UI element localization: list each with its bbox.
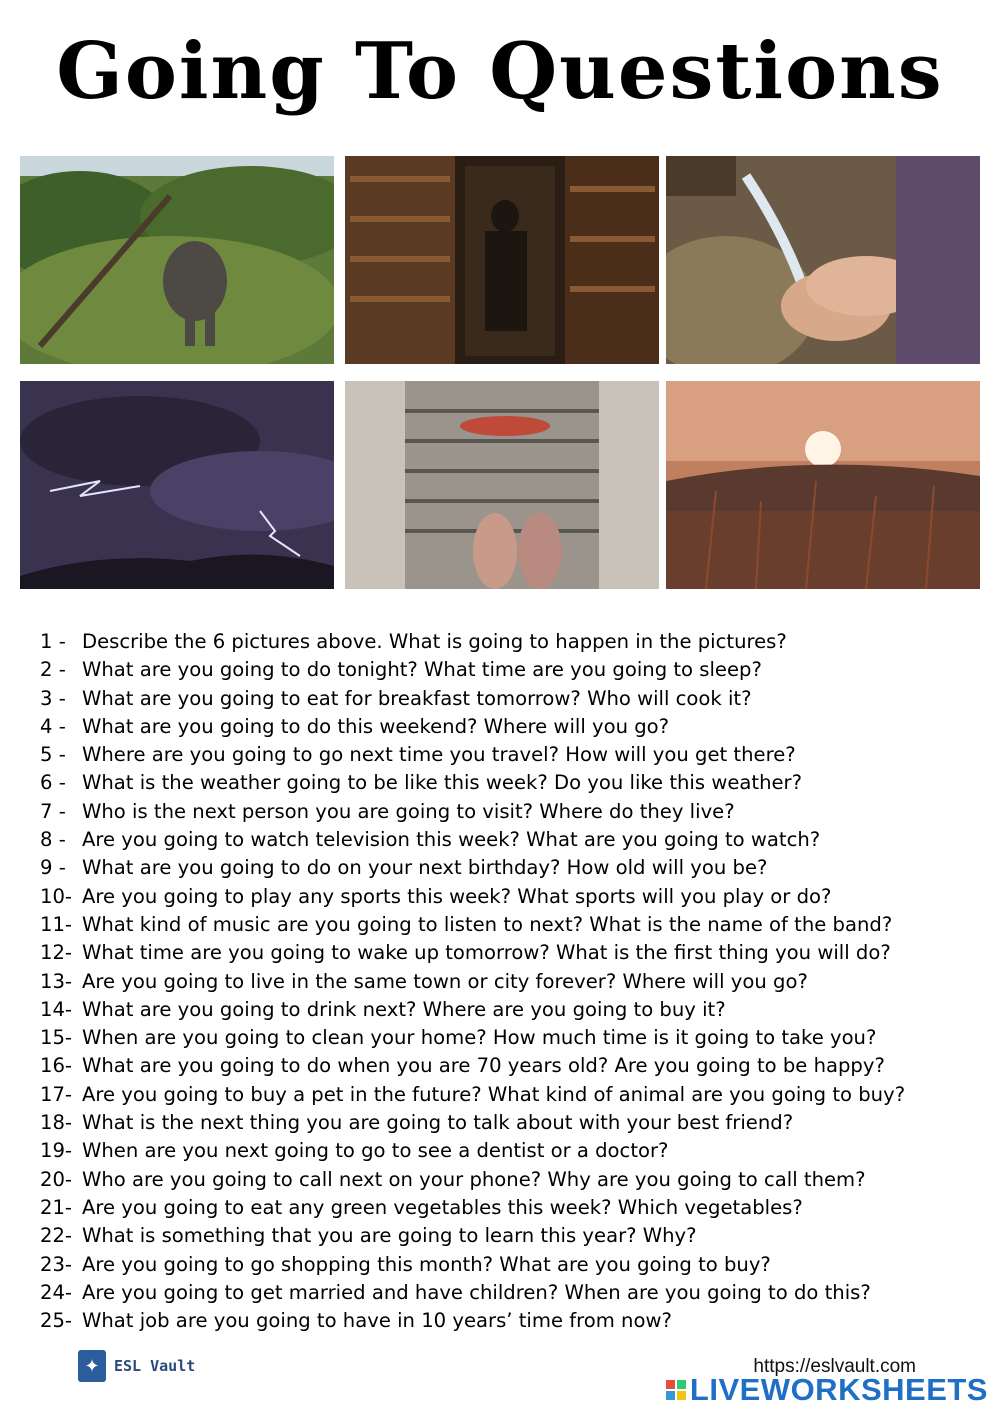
question-item	[40, 1137, 980, 1165]
question-text: What is something that you are going to learn this year? Why?	[82, 1224, 697, 1248]
question-item	[40, 1279, 980, 1307]
water-photo	[666, 156, 980, 364]
question-item	[40, 1222, 980, 1250]
question-text: When are you going to clean your home? How much time is it going to take you?	[82, 1026, 877, 1050]
liveworksheets-logo-text: LIVEWORKSHEETS	[689, 1372, 988, 1407]
question-number: 14-	[40, 997, 73, 1021]
question-text: Are you going to buy a pet in the future? What kind of animal are you going to buy?	[82, 1082, 906, 1106]
question-text: Are you going to live in the same town or city forever? Where will you go?	[82, 969, 808, 993]
question-text: What are you going to do when you are 70 years old? Are you going to be happy?	[82, 1054, 885, 1078]
question-number: 24-	[40, 1280, 73, 1304]
question-text: What are you going to do tonight? What time are you going to sleep?	[82, 658, 762, 682]
question-item	[40, 1109, 980, 1137]
question-text: Are you going to play any sports this week? What sports will you play or do?	[82, 884, 832, 908]
esl-vault-logo[interactable]	[78, 1350, 195, 1382]
jump-photo	[345, 381, 659, 589]
question-number: 16-	[40, 1054, 73, 1078]
blocks-icon	[666, 1380, 686, 1400]
question-number: 10-	[40, 884, 73, 908]
question-item	[40, 713, 980, 741]
question-item	[40, 656, 980, 684]
question-number: 12-	[40, 941, 73, 965]
question-number: 3 -	[40, 686, 66, 710]
sunset-photo	[666, 381, 980, 589]
question-text: What job are you going to have in 10 years’ time from now?	[82, 1309, 672, 1333]
question-item	[40, 769, 980, 797]
question-number: 1 -	[40, 630, 66, 653]
question-number: 17-	[40, 1082, 73, 1106]
question-item	[40, 826, 980, 854]
question-text: What kind of music are you going to listen to next? What is the name of the band?	[82, 912, 893, 936]
site-url-link[interactable]: https://eslvault.com	[753, 1356, 916, 1377]
question-number: 25-	[40, 1309, 73, 1333]
question-item	[40, 1024, 980, 1052]
esl-vault-logo-text: ESL Vault	[114, 1357, 196, 1375]
question-number: 2 -	[40, 658, 66, 682]
question-text: What are you going to drink next? Where are you going to buy it?	[82, 997, 726, 1021]
question-number: 20-	[40, 1167, 73, 1191]
question-item	[40, 1052, 980, 1080]
question-item	[40, 911, 980, 939]
question-item	[40, 968, 980, 996]
question-number: 8 -	[40, 828, 66, 852]
question-text: What are you going to do this weekend? Where will you go?	[82, 714, 670, 738]
question-text: Who is the next person you are going to visit? Where do they live?	[82, 799, 735, 823]
question-text: What time are you going to wake up tomorrow? What is the first thing you will do?	[82, 941, 891, 965]
question-item	[40, 996, 980, 1024]
question-text: Where are you going to go next time you travel? How will you get there?	[82, 743, 796, 767]
question-text: Describe the 6 pictures above. What is going to happen in the pictures?	[82, 630, 787, 653]
storm-photo	[20, 381, 334, 589]
liveworksheets-logo[interactable]	[666, 1372, 988, 1408]
question-text: Are you going to get married and have children? When are you going to do this?	[82, 1280, 871, 1304]
question-text: What are you going to do on your next birthday? How old will you be?	[82, 856, 768, 880]
shield-icon: ✦	[78, 1350, 106, 1382]
library-photo	[345, 156, 659, 364]
question-item	[40, 1194, 980, 1222]
question-item	[40, 798, 980, 826]
question-item	[40, 883, 980, 911]
question-number: 22-	[40, 1224, 73, 1248]
question-list	[40, 628, 980, 1335]
question-number: 15-	[40, 1026, 73, 1050]
question-text: Are you going to watch television this week? What are you going to watch?	[82, 828, 821, 852]
question-item	[40, 685, 980, 713]
question-number: 19-	[40, 1139, 73, 1163]
question-item	[40, 628, 980, 656]
question-number: 13-	[40, 969, 73, 993]
question-item	[40, 854, 980, 882]
question-number: 21-	[40, 1195, 73, 1219]
question-item	[40, 1251, 980, 1279]
question-text: What are you going to eat for breakfast tomorrow? Who will cook it?	[82, 686, 752, 710]
elephant-photo	[20, 156, 334, 364]
question-item	[40, 939, 980, 967]
page-title: Going To Questions	[56, 26, 944, 117]
question-text: What is the weather going to be like this week? Do you like this weather?	[82, 771, 803, 795]
question-number: 5 -	[40, 743, 66, 767]
question-text: What is the next thing you are going to talk about with your best friend?	[82, 1111, 794, 1135]
question-item	[40, 1307, 980, 1335]
question-number: 11-	[40, 912, 73, 936]
question-text: When are you next going to go to see a dentist or a doctor?	[82, 1139, 669, 1163]
question-text: Are you going to eat any green vegetables this week? Which vegetables?	[82, 1195, 803, 1219]
question-item	[40, 1166, 980, 1194]
question-item	[40, 1081, 980, 1109]
question-text: Are you going to go shopping this month? What are you going to buy?	[82, 1252, 771, 1276]
question-number: 23-	[40, 1252, 73, 1276]
question-number: 4 -	[40, 714, 66, 738]
question-number: 7 -	[40, 799, 66, 823]
question-text: Who are you going to call next on your phone? Why are you going to call them?	[82, 1167, 866, 1191]
question-number: 9 -	[40, 856, 66, 880]
question-item	[40, 741, 980, 769]
question-number: 18-	[40, 1111, 73, 1135]
question-number: 6 -	[40, 771, 66, 795]
